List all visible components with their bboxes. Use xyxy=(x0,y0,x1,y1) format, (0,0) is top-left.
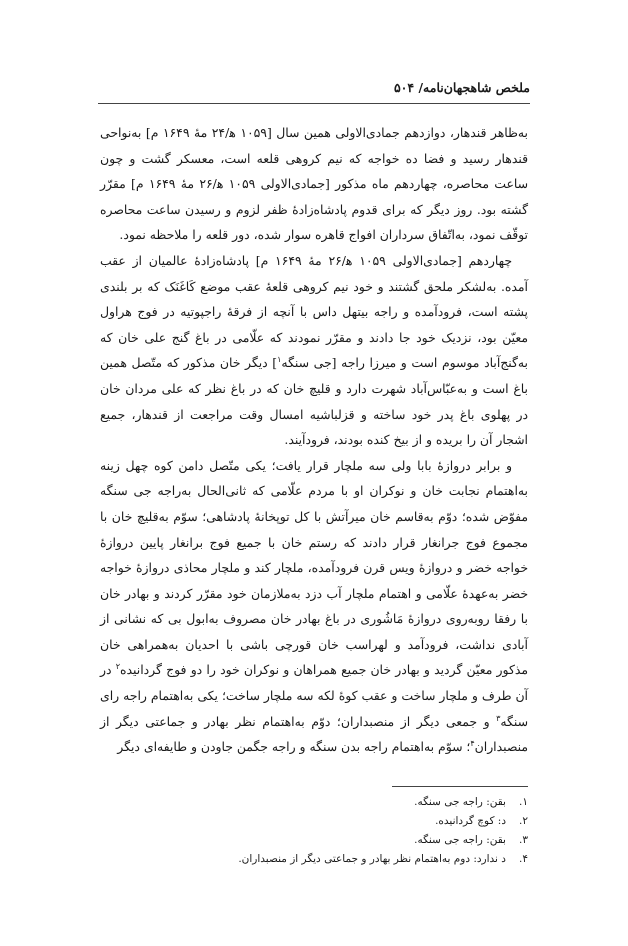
footnote-1 xyxy=(100,793,528,812)
paragraph-text: ؛ سوّم به‌اهتمام راجه بدن سنگه و راجه جگمن جاودن و طایفه‌ای دیگر xyxy=(117,739,471,755)
footnote-number: ۳. xyxy=(519,834,528,846)
footnote-4 xyxy=(100,850,528,869)
paragraph-text: به‌ظاهر قندهار، دوازدهم جمادی‌الاولی همین سال [۱۰۵۹ ه‍/۲۴ مهٔ ۱۶۴۹ م] به‌نواحی قندهار رسید و فضا ده خواجه که نیم کروهی قلعه است، معسکر گشت و چون ساعت محاصره، چهاردهم ماه مذکور [جمادی‌الاولی ۱۰۵۹ ه‍/۲۶ مهٔ ۱۶۴۹ م] مقرّر گشته بود. روز دیگر که برای قدوم پادشاه‌زادهٔ ظفر لزوم و رسیدن ساعت محاصره توقّف نمود، به‌اتّفاق سرداران افواج قاهره سوار شده، دور قلعه را ملاحظه نمود. xyxy=(100,125,529,243)
header-title: ملخص شاهجهان‌نامه/ ۵۰۴ xyxy=(393,80,530,95)
footnote-text: د ندارد: دوم به‌اهتمام نظر بهادر و جماعتی دیگر از منصبداران. xyxy=(238,853,506,865)
running-header xyxy=(98,80,530,102)
footnote-number: ۲. xyxy=(519,815,528,827)
footnote-ref-3[interactable]: ۳ xyxy=(496,713,501,723)
footnote-separator xyxy=(392,786,528,787)
body-text xyxy=(100,120,528,760)
footnote-2 xyxy=(100,812,528,831)
footnote-ref-4[interactable]: ۴ xyxy=(470,739,475,749)
footnote-text: بقن: راجه جی سنگه. xyxy=(414,834,506,846)
footnote-text: بقن: راجه جی سنگه. xyxy=(414,796,506,808)
footnote-ref-1[interactable]: ۱ xyxy=(277,355,282,365)
footnote-ref-2[interactable]: ۲ xyxy=(115,662,121,672)
paragraph-text: در آن طرف و ملچار ساخت و عقب کوهٔ لکه سه ملچار ساخت؛ یکی به‌اهتمام راجه رای سنگه xyxy=(100,662,528,729)
footnote-text: د: کوچ گردانیده. xyxy=(435,815,506,827)
paragraph-text: و جمعی دیگر از منصبداران؛ دوّم به‌اهتمام نظر بهادر و جماعتی دیگر از منصبداران xyxy=(100,713,528,755)
paragraph-2 xyxy=(100,248,528,453)
footnote-3 xyxy=(100,831,528,850)
paragraph-text: چهاردهم [جمادی‌الاولی ۱۰۵۹ ه‍/۲۶ مهٔ ۱۶۴۹ م] پادشاه‌زادهٔ عالمیان از عقب آمده. به‌لشکر ملحق گشتند و خود نیم کروهی قلعهٔ عقب موضع کَاغَنَک که بر بلندی پشته است، فرودآمده و راجه بیتهل داس با آنچه از فرقهٔ راجپوتیه در فوج هراول معیّن بود، نزدیک خود جا دادند و مقرّر نمودند که علّامی در باغ گنج علی خان که به‌گنج‌آباد موسوم است و میرزا راجه [جی سنگه xyxy=(100,252,528,371)
footnotes xyxy=(100,793,528,869)
paragraph-1 xyxy=(100,120,528,248)
footnote-number: ۱. xyxy=(519,796,528,808)
paragraph-text: و برابر دروازهٔ بابا ولی سه ملچار قرار یافت؛ یکی متّصل دامن کوه چهل زینه به‌اهتمام نجابت خان و نوکران او با مردم علّامی که ثانی‌الحال به‌راجه جی سنگه مفوّض شده؛ دوّم به‌قاسم خان میرآتش با کل توپخانهٔ پادشاهی؛ سوّم به‌قلیچ خان با مجموع فوج جرانغار قرار دادند که رستم خان با جمیع فوج برانغار پایین دروازهٔ خواجه خضر و دروازهٔ ویس قرن فرودآمده، ملچار کند و ملچار محاذی دروازهٔ خواجه خضر به‌عهدهٔ علّامی و اهتمام ملچار آب دزد به‌ملازمان خود مقرّر کردند و بهادر خان با رفقا روبه‌روی دروازهٔ مَاشُوری در باغ بهادر خان مصروف به‌ابول بی که نشانی از آبادی نداشت، فرودآمد و لهراسب خان قورچی باشی با احدیان به‌همراهی خان مذکور معیّن گردید و بهادر خان جمیع همراهان و نوکران خود را دو فوج گردانیده xyxy=(100,457,528,678)
paragraph-3 xyxy=(100,453,528,760)
paragraph-text: ] دیگر خان مذکور که متّصل همین باغ است و به‌عبّاس‌آباد شهرت دارد و قلیچ خان که در باغ نظر که علی مردان خان در پهلوی باغ پدر خود ساخته و قزلباشیه امسال وقت مراجعت از قندهار، جمیع اشجار آن را بریده و از بیخ کنده بودند، فرودآیند. xyxy=(100,355,528,448)
footnote-number: ۴. xyxy=(519,853,528,865)
header-rule xyxy=(98,103,530,104)
